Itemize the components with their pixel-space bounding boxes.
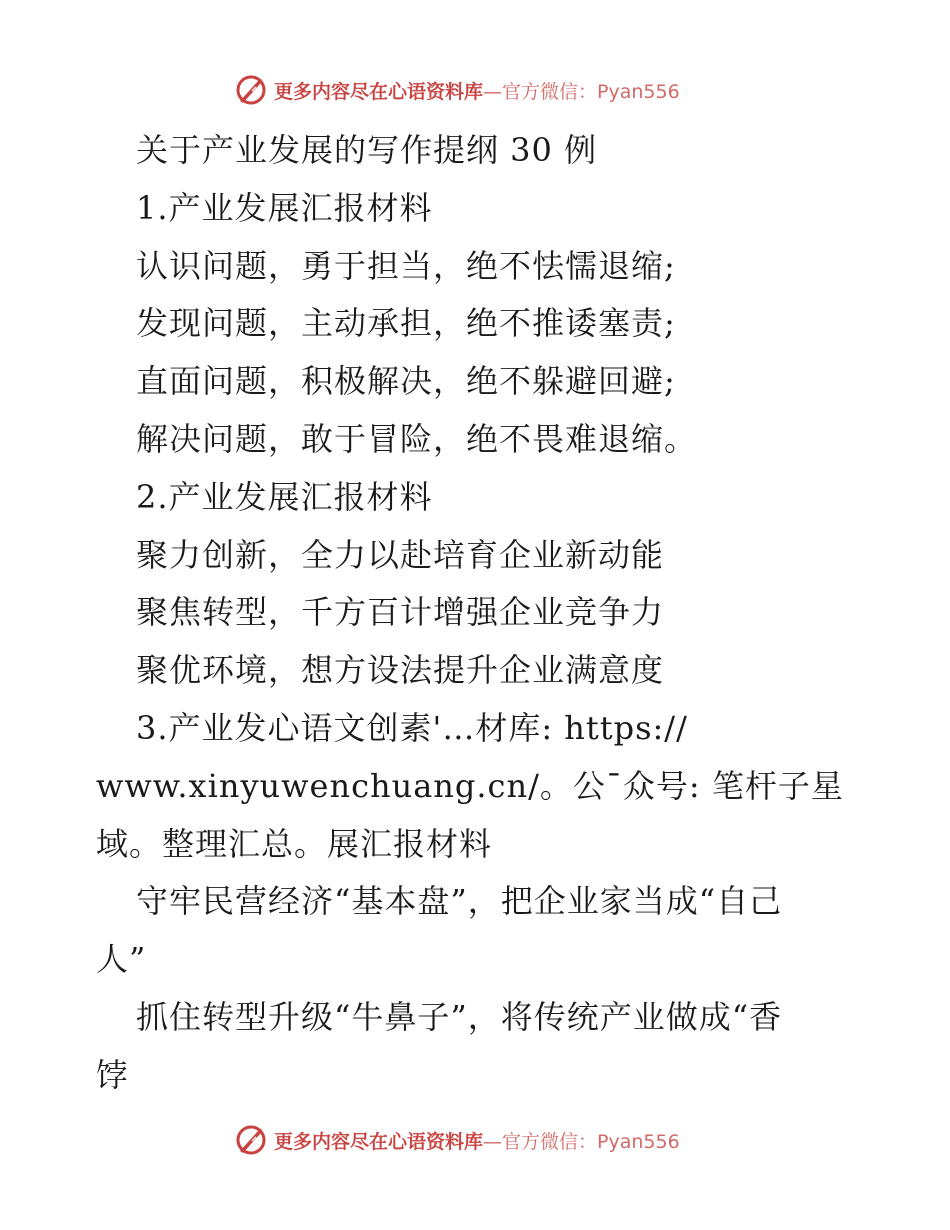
body-line: 直面问题，积极解决，绝不躲避回避; — [136, 362, 676, 401]
quill-pen-logo-icon — [234, 73, 268, 107]
document-body — [96, 122, 866, 1105]
section-heading-2: 2.产业发展汇报材料 — [136, 477, 433, 516]
footer-watermark — [234, 1123, 680, 1157]
watermark-text: 更多内容尽在心语资料库—官方微信：Pyan556 — [274, 80, 680, 103]
header-watermark — [234, 73, 680, 107]
body-line: 聚优环境，想方设法提升企业满意度 — [136, 651, 665, 690]
body-line: 发现问题，主动承担，绝不推诿塞责; — [136, 304, 676, 343]
body-line: 聚力创新，全力以赴培育企业新动能 — [136, 535, 665, 574]
section-heading-3: 3.产业发心语文创素'…材库: https:// — [136, 708, 688, 747]
body-line: 人” — [96, 940, 147, 979]
body-line: 聚焦转型，千方百计增强企业竞争力 — [136, 593, 665, 632]
body-line: 解决问题，敢于冒险，绝不畏难退缩。 — [136, 419, 698, 458]
section-heading-1: 1.产业发展汇报材料 — [136, 188, 433, 227]
body-line: www.xinyuwenchuang.cn/。公¯众号: 笔杆子星 — [96, 766, 844, 805]
body-line: 饽 — [96, 1055, 130, 1094]
watermark-text: 更多内容尽在心语资料库—官方微信：Pyan556 — [274, 1130, 680, 1153]
document-title: 关于产业发展的写作提纲 30 例 — [136, 131, 598, 169]
body-line: 认识问题，勇于担当，绝不怯懦退缩; — [136, 246, 676, 285]
body-line: 域。整理汇总。展汇报材料 — [96, 824, 493, 863]
body-line: 抓住转型升级“牛鼻子”，将传统产业做成“香 — [136, 997, 783, 1036]
quill-pen-logo-icon — [234, 1123, 268, 1157]
body-line: 守牢民营经济“基本盘”，把企业家当成“自己 — [136, 882, 783, 921]
